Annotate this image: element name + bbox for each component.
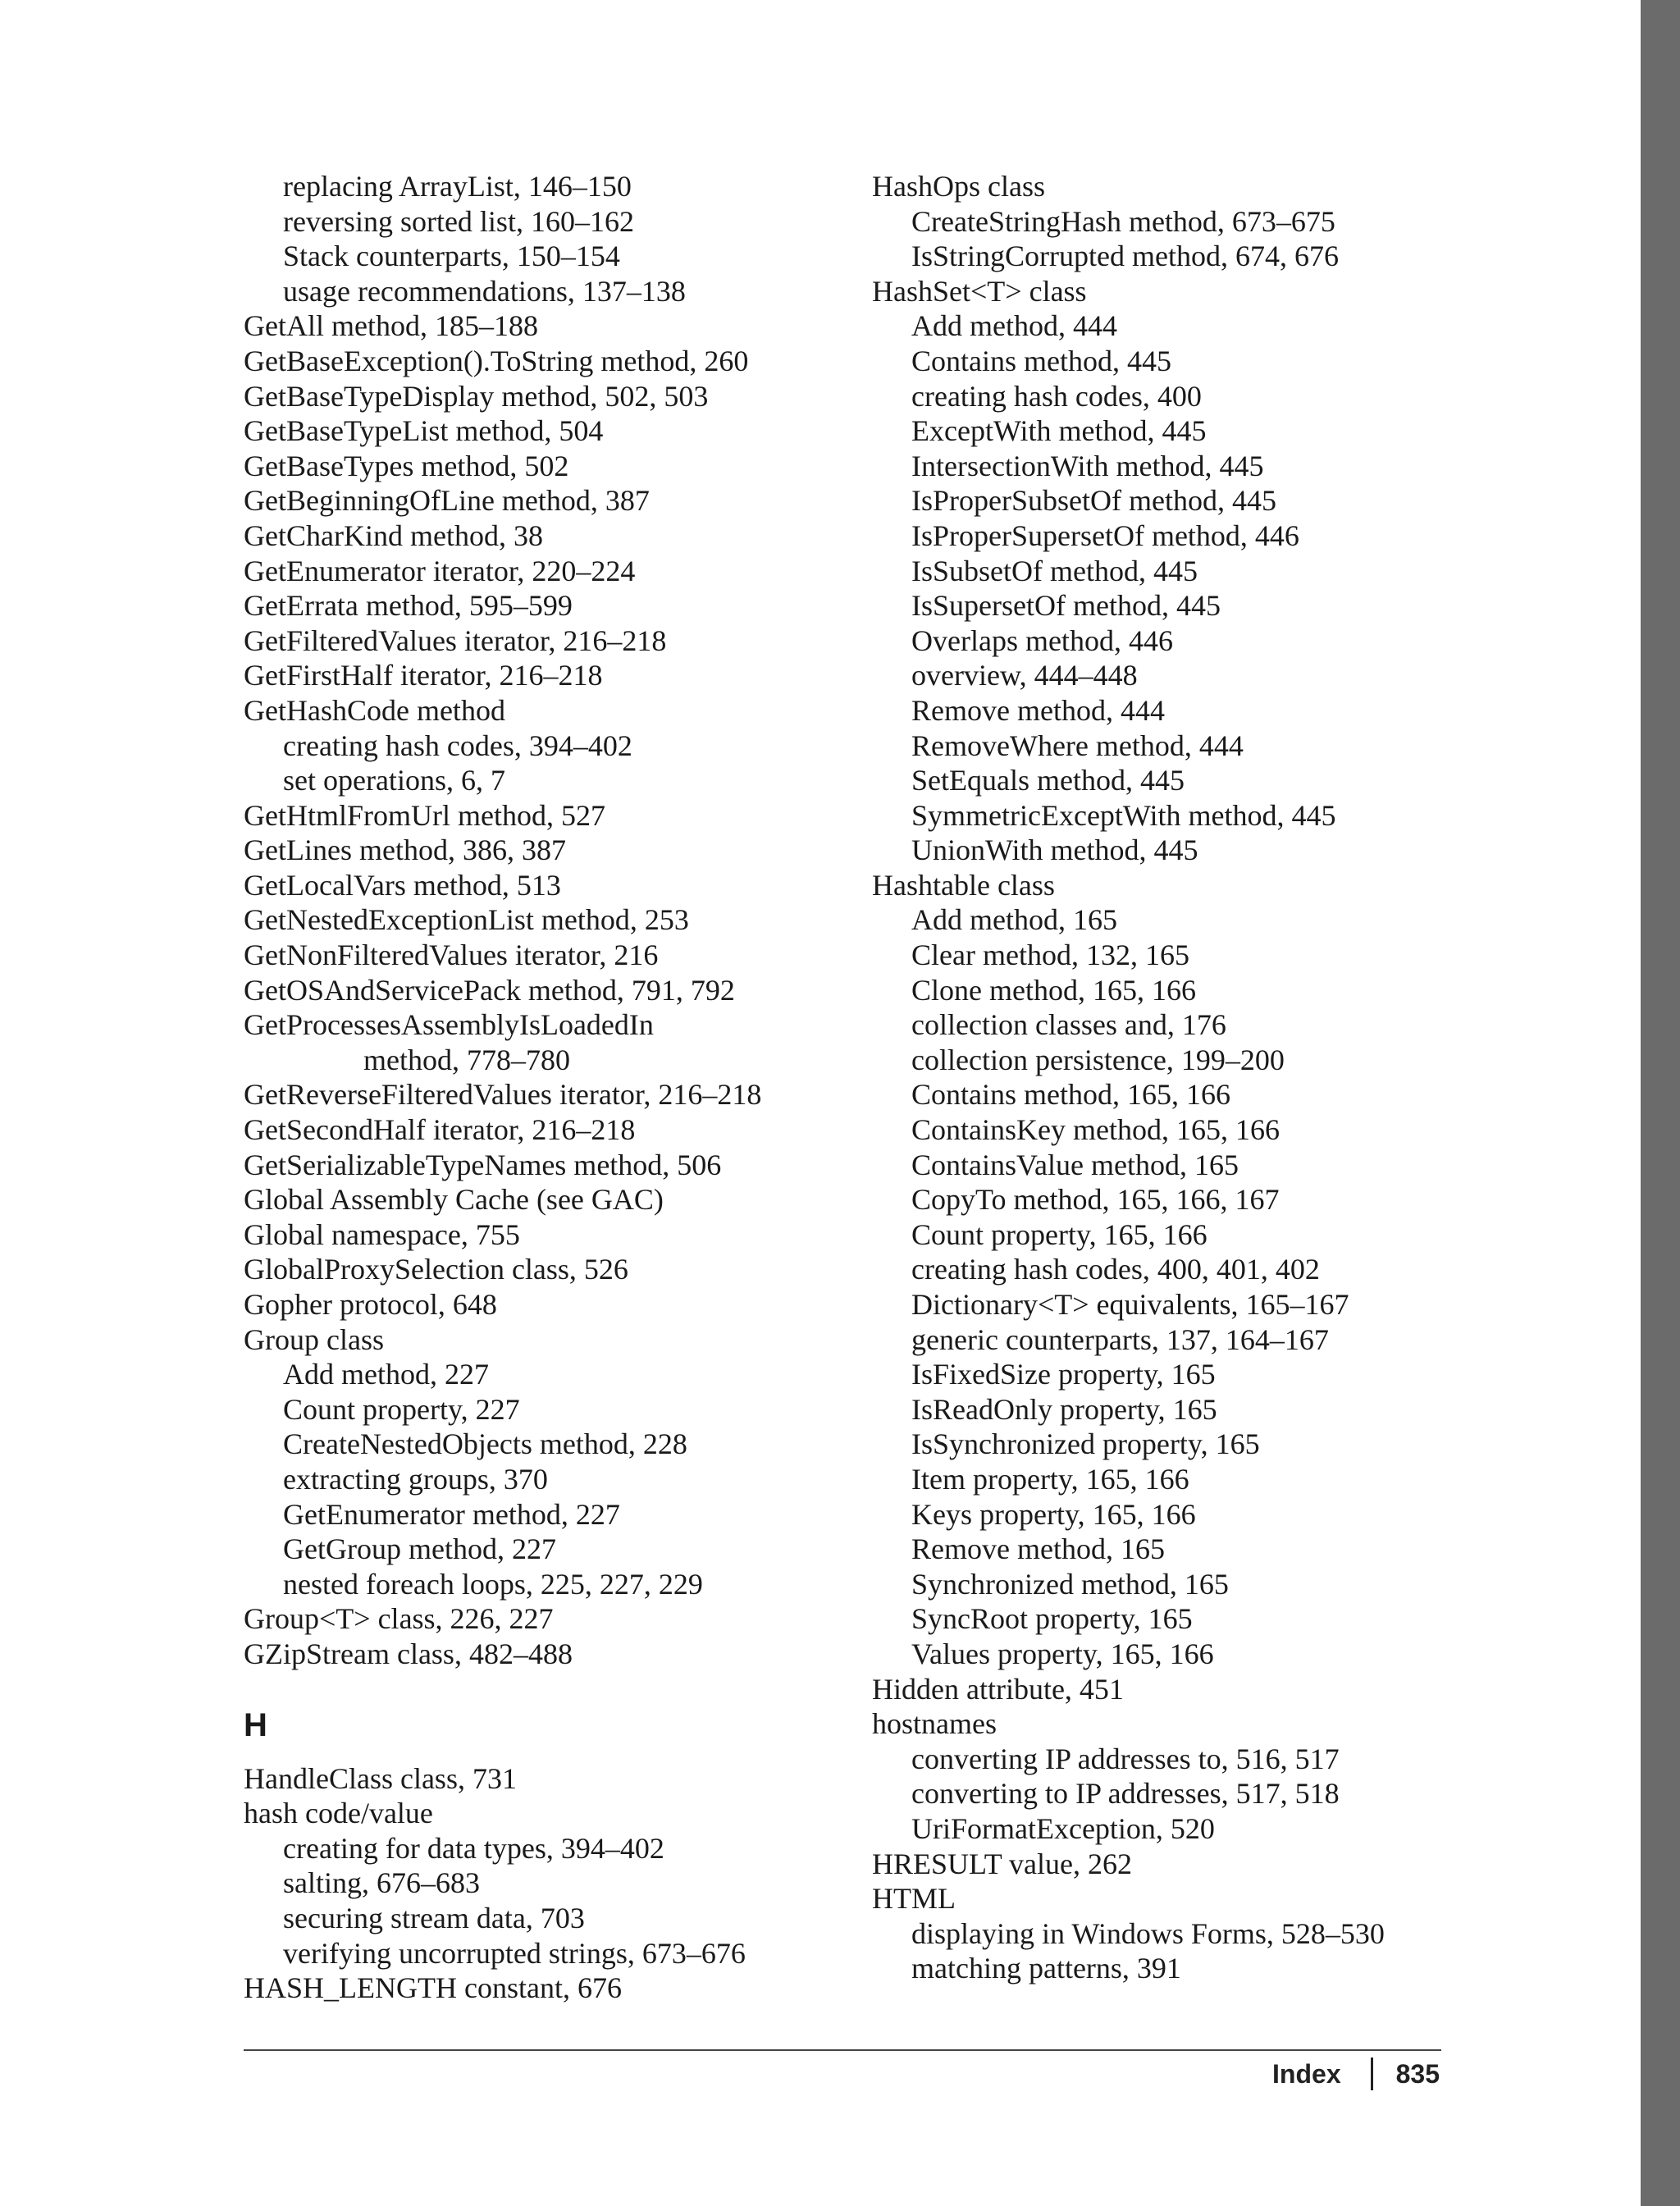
index-subentry: extracting groups, 370 (283, 1462, 548, 1496)
index-entry: GetBaseTypes method, 502 (244, 449, 569, 482)
index-entry: HashOps class (872, 170, 1045, 203)
footer-separator (1371, 2058, 1373, 2090)
index-subentry: ContainsValue method, 165 (911, 1148, 1239, 1181)
index-subentry: Stack counterparts, 150–154 (283, 240, 620, 273)
index-subentry: verifying uncorrupted strings, 673–676 (283, 1936, 746, 1970)
index-subentry: creating for data types, 394–402 (283, 1831, 664, 1865)
index-entry: GlobalProxySelection class, 526 (244, 1253, 628, 1286)
index-column-left (244, 169, 834, 2006)
index-subentry: IsFixedSize property, 165 (911, 1358, 1216, 1391)
index-subentry: converting IP addresses to, 516, 517 (911, 1742, 1340, 1775)
index-subentry: SymmetricExceptWith method, 445 (911, 798, 1336, 832)
index-entry: GetHtmlFromUrl method, 527 (244, 798, 605, 832)
index-entry: Group<T> class, 226, 227 (244, 1602, 554, 1636)
index-entry: GetFilteredValues iterator, 216–218 (244, 623, 667, 657)
index-subentry: CopyTo method, 165, 166, 167 (911, 1183, 1280, 1217)
index-subentry: matching patterns, 391 (911, 1952, 1181, 1985)
index-subentry: Values property, 165, 166 (911, 1637, 1214, 1670)
index-entry: GetBaseException().ToString method, 260 (244, 344, 749, 377)
index-subentry: ExceptWith method, 445 (911, 414, 1207, 448)
index-subentry: Item property, 165, 166 (911, 1462, 1189, 1496)
index-subentry: IsProperSupersetOf method, 446 (911, 518, 1299, 552)
index-subentry: Remove method, 165 (911, 1532, 1165, 1566)
index-entry: GetEnumerator iterator, 220–224 (244, 554, 636, 587)
index-entry: HRESULT value, 262 (872, 1847, 1133, 1880)
index-subentry: Clear method, 132, 165 (911, 939, 1189, 972)
index-entry-continuation: method, 778–780 (363, 1043, 570, 1076)
index-subentry: creating hash codes, 400 (911, 379, 1202, 413)
index-entry: GetAll method, 185–188 (244, 309, 538, 343)
index-entry: GetSerializableTypeNames method, 506 (244, 1148, 722, 1181)
index-subentry: GetGroup method, 227 (283, 1532, 556, 1566)
index-entry: Group class (244, 1322, 384, 1356)
page-footer (1272, 2058, 1440, 2090)
index-subentry: Overlaps method, 446 (911, 623, 1173, 657)
index-entry: Global namespace, 755 (244, 1217, 520, 1251)
index-entry: HashSet<T> class (872, 274, 1087, 308)
index-subentry: Count property, 227 (283, 1392, 520, 1426)
index-subentry: ContainsKey method, 165, 166 (911, 1113, 1280, 1147)
index-subentry: Add method, 165 (911, 903, 1117, 937)
index-subentry: usage recommendations, 137–138 (283, 274, 686, 308)
index-subentry: Add method, 444 (911, 309, 1117, 343)
index-entry: GetCharKind method, 38 (244, 518, 543, 552)
index-entry: GetFirstHalf iterator, 216–218 (244, 659, 603, 692)
index-entry: hostnames (872, 1707, 997, 1741)
index-subentry: securing stream data, 703 (283, 1901, 585, 1934)
index-entry: Gopher protocol, 648 (244, 1288, 497, 1321)
index-entry: Hashtable class (872, 868, 1055, 902)
index-subentry: GetEnumerator method, 227 (283, 1497, 620, 1531)
section-letter-heading: H (244, 1706, 267, 1743)
index-entry: GetHashCode method (244, 693, 505, 727)
index-subentry: salting, 676–683 (283, 1866, 480, 1900)
index-entry: GetSecondHalf iterator, 216–218 (244, 1113, 636, 1147)
index-entry: GetBaseTypeList method, 504 (244, 414, 604, 448)
index-entry: HASH_LENGTH constant, 676 (244, 1971, 622, 2005)
index-entry: GetOSAndServicePack method, 791, 792 (244, 973, 735, 1007)
page-number: 835 (1395, 2059, 1440, 2089)
index-entry: GZipStream class, 482–488 (244, 1637, 573, 1670)
index-entry: Hidden attribute, 451 (872, 1672, 1124, 1706)
index-subentry: CreateStringHash method, 673–675 (911, 204, 1335, 238)
index-subentry: SetEquals method, 445 (911, 764, 1185, 797)
index-subentry: Contains method, 165, 166 (911, 1078, 1230, 1112)
index-entry: GetBaseTypeDisplay method, 502, 503 (244, 379, 709, 413)
index-subentry: IsReadOnly property, 165 (911, 1392, 1217, 1426)
index-column-right (872, 169, 1495, 1986)
index-subentry: replacing ArrayList, 146–150 (283, 170, 632, 203)
index-subentry: Synchronized method, 165 (911, 1567, 1229, 1601)
index-subentry: Contains method, 445 (911, 344, 1171, 377)
index-entry: GetLines method, 386, 387 (244, 834, 566, 867)
index-entry: GetErrata method, 595–599 (244, 589, 573, 623)
index-subentry: CreateNestedObjects method, 228 (283, 1427, 687, 1461)
index-subentry: Keys property, 165, 166 (911, 1497, 1196, 1531)
index-subentry: IsSubsetOf method, 445 (911, 554, 1198, 587)
index-subentry: IntersectionWith method, 445 (911, 449, 1264, 482)
index-entry: Global Assembly Cache (see GAC) (244, 1183, 664, 1217)
index-subentry: UriFormatException, 520 (911, 1811, 1215, 1845)
index-subentry: Dictionary<T> equivalents, 165–167 (911, 1288, 1349, 1321)
index-subentry: creating hash codes, 400, 401, 402 (911, 1253, 1320, 1286)
footer-section-label: Index (1272, 2059, 1341, 2089)
index-entry: HTML (872, 1882, 956, 1916)
index-subentry: IsProperSubsetOf method, 445 (911, 484, 1276, 518)
index-subentry: Count property, 165, 166 (911, 1217, 1208, 1251)
index-entry: GetBeginningOfLine method, 387 (244, 484, 650, 518)
index-subentry: IsSynchronized property, 165 (911, 1427, 1260, 1461)
index-subentry: collection persistence, 199–200 (911, 1043, 1285, 1076)
index-subentry: RemoveWhere method, 444 (911, 728, 1244, 762)
index-subentry: reversing sorted list, 160–162 (283, 204, 634, 238)
index-entry: GetNestedExceptionList method, 253 (244, 903, 689, 937)
page-edge-bar (1641, 0, 1680, 2206)
index-subentry: displaying in Windows Forms, 528–530 (911, 1916, 1385, 1950)
index-subentry: Clone method, 165, 166 (911, 973, 1196, 1007)
index-subentry: IsSupersetOf method, 445 (911, 589, 1221, 623)
index-subentry: overview, 444–448 (911, 659, 1138, 692)
footer-rule (244, 2049, 1441, 2051)
index-subentry: set operations, 6, 7 (283, 764, 505, 797)
index-subentry: UnionWith method, 445 (911, 834, 1198, 867)
index-subentry: converting to IP addresses, 517, 518 (911, 1777, 1340, 1811)
index-subentry: IsStringCorrupted method, 674, 676 (911, 240, 1339, 273)
index-subentry: creating hash codes, 394–402 (283, 728, 632, 762)
index-entry: GetReverseFilteredValues iterator, 216–218 (244, 1078, 762, 1112)
index-entry: GetLocalVars method, 513 (244, 868, 561, 902)
index-subentry: Remove method, 444 (911, 693, 1165, 727)
index-entry: hash code/value (244, 1797, 433, 1830)
index-subentry: nested foreach loops, 225, 227, 229 (283, 1567, 703, 1601)
index-entry: GetNonFilteredValues iterator, 216 (244, 939, 659, 972)
index-subentry: generic counterparts, 137, 164–167 (911, 1322, 1329, 1356)
index-subentry: SyncRoot property, 165 (911, 1602, 1193, 1636)
index-entry: GetProcessesAssemblyIsLoadedIn (244, 1008, 654, 1042)
index-subentry: Add method, 227 (283, 1358, 489, 1391)
index-subentry: collection classes and, 176 (911, 1008, 1226, 1042)
index-entry: HandleClass class, 731 (244, 1761, 517, 1795)
